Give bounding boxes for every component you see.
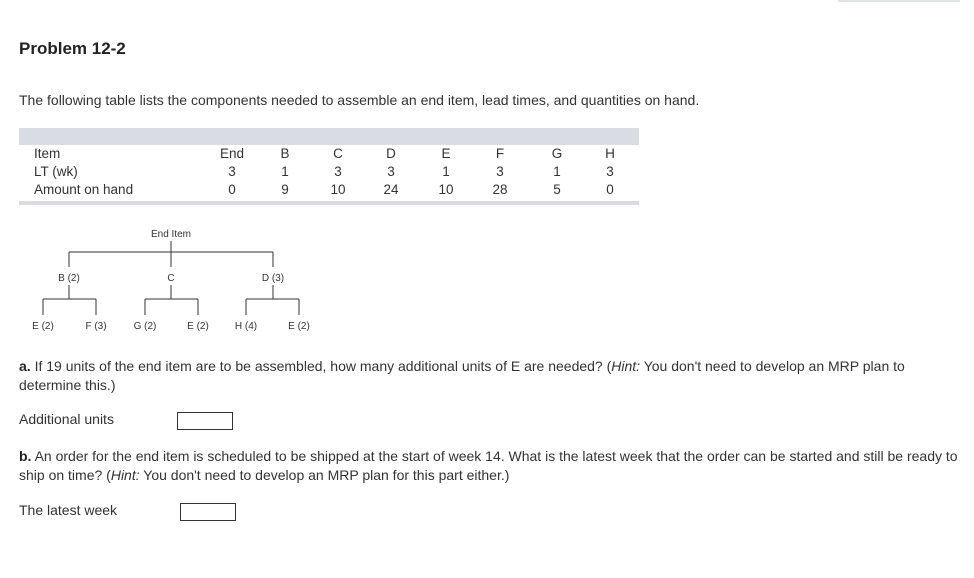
table-cell: D xyxy=(386,146,396,161)
tree-node-level1: B (2) xyxy=(58,273,80,284)
table-cell: 0 xyxy=(606,182,614,197)
table-row-item xyxy=(19,145,632,163)
table-cell: 28 xyxy=(492,182,508,197)
table-cell: 1 xyxy=(442,164,450,179)
question-a-hint-text: You don't need to develop an MRP plan to determine this.) xyxy=(19,358,905,393)
latest-week-input[interactable] xyxy=(180,503,236,521)
table-cell: 3 xyxy=(334,164,342,179)
tree-node-level2: E (2) xyxy=(32,321,54,332)
tree-node-level1: C xyxy=(167,273,175,284)
table-cell: 10 xyxy=(330,182,346,197)
question-a xyxy=(19,357,959,395)
problem-intro: The following table lists the components needed to assemble an end item, lead times, and quantities on hand. xyxy=(19,92,700,108)
question-b-label: b. xyxy=(19,448,32,464)
tree-node-level2: G (2) xyxy=(133,321,157,332)
table-row-on-hand xyxy=(19,181,632,199)
table-cell: 0 xyxy=(228,182,236,197)
question-a-text: If 19 units of the end item are to be assembled, how many additional units of E are needed? ( xyxy=(30,358,612,374)
table-cell: 3 xyxy=(496,164,504,179)
question-b-hint-text: You don't need to develop an MRP plan for this part either.) xyxy=(139,467,510,483)
components-table xyxy=(19,128,639,205)
table-header-bar xyxy=(19,128,639,145)
row-label: Amount on hand xyxy=(34,182,134,197)
table-footer-bar xyxy=(19,201,639,205)
problem-title: Problem 12-2 xyxy=(19,39,126,58)
table-row-lead-time xyxy=(19,163,632,181)
table-cell: 1 xyxy=(553,164,561,179)
row-label: LT (wk) xyxy=(34,164,78,179)
table-cell: 1 xyxy=(281,164,289,179)
table-cell: 10 xyxy=(438,182,454,197)
row-label: Item xyxy=(34,146,61,161)
table-cell: G xyxy=(551,146,563,161)
question-a-hint-label: Hint: xyxy=(611,358,641,374)
latest-week-label: The latest week xyxy=(19,502,118,518)
product-structure-tree xyxy=(0,220,330,340)
tree-node-level1: D (3) xyxy=(261,273,285,284)
table-cell: C xyxy=(333,146,343,161)
tree-node-level2: H (4) xyxy=(234,321,258,332)
tree-node-level2: F (3) xyxy=(85,321,107,332)
table-cell: 3 xyxy=(606,164,614,179)
additional-units-label: Additional units xyxy=(19,411,114,427)
components-data-table xyxy=(19,145,632,199)
table-cell: F xyxy=(495,146,505,161)
tree-node-level2: E (2) xyxy=(187,321,209,332)
table-cell: End xyxy=(219,146,245,161)
table-cell: 3 xyxy=(387,164,395,179)
table-cell: H xyxy=(605,146,615,161)
additional-units-input[interactable] xyxy=(177,412,233,430)
question-a-label: a. xyxy=(19,358,31,374)
table-cell: 24 xyxy=(383,182,399,197)
table-cell: 5 xyxy=(553,182,561,197)
question-b-text: An order for the end item is scheduled to be shipped at the start of week 14. What is the latest week that the order can be started and still be ready to ship on time? ( xyxy=(19,448,958,483)
tree-node-level2: E (2) xyxy=(288,321,310,332)
table-cell: E xyxy=(441,146,451,161)
question-b xyxy=(19,447,959,485)
question-b-hint-label: Hint: xyxy=(110,467,140,483)
table-cell: 3 xyxy=(228,164,236,179)
top-divider xyxy=(838,0,960,2)
tree-node-root: End Item xyxy=(150,229,192,240)
table-cell: B xyxy=(280,146,290,161)
table-cell: 9 xyxy=(281,182,289,197)
